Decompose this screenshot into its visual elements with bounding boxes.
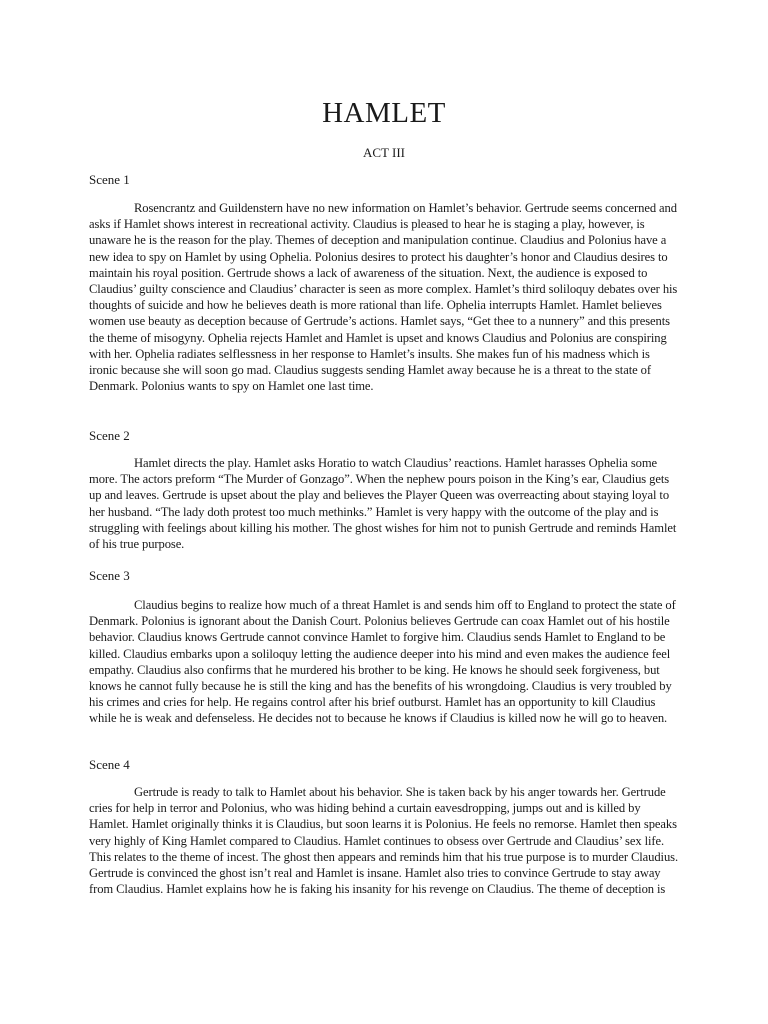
scene-2-heading: Scene 2 <box>89 428 130 443</box>
scene-1-heading: Scene 1 <box>89 172 130 187</box>
scene-1-paragraph: Rosencrantz and Guildenstern have no new information on Hamlet’s behavior. Gertrude seems concerned and asks if Hamlet shows interest in recreational activity. Claudius is pleased to hear he is staging a play, however, is unaware he is the reason for the play. Themes of deception and manipulation continue. Claudius and Polonius have a new idea to spy on Hamlet by using Ophelia. Polonius desires to protect his daughter’s honor and Claudius desires to maintain his royal position. Gertrude shows a lack of awareness of the situation. Next, the audience is exposed to Claudius’ guilty conscience and Claudius’ character is seen as more complex. Hamlet’s third soliloquy debates over his thoughts of suicide and how he believes death is more rational than life. Ophelia interrupts Hamlet. Hamlet believes women use beauty as deception because of Gertrude’s actions. Hamlet says, “Get thee to a nunnery” and this presents the theme of misogyny. Ophelia rejects Hamlet and Hamlet is upset and knows Claudius and Polonius are conspiring with her. Ophelia radiates selflessness in her response to Hamlet’s insults. She makes fun of his madness which is ironic because she will soon go mad. Claudius suggests sending Hamlet away because he is a threat to the state of Denmark. Polonius wants to spy on Hamlet one last time. <box>89 201 678 394</box>
scene-2-paragraph: Hamlet directs the play. Hamlet asks Horatio to watch Claudius’ reactions. Hamlet harasses Ophelia some more. The actors preform “The Murder of Gonzago”. When the nephew pours poison in the King’s ear, Claudius gets up and leaves. Gertrude is upset about the play and believes the Player Queen was overreacting about staying loyal to her husband. “The lady doth protest too much methinks.” Hamlet is very happy with the outcome of the play and is struggling with feelings about killing his mother. The ghost wishes for him not to punish Gertrude and reminds Hamlet of his true purpose. <box>89 456 677 552</box>
scene-4-paragraph: Gertrude is ready to talk to Hamlet about his behavior. She is taken back by his anger towards her. Gertrude cries for help in terror and Polonius, who was hiding behind a curtain eavesdropping, jumps out and is killed by Hamlet. Hamlet originally thinks it is Claudius, but soon learns it is Polonius. He feels no remorse. Hamlet then speaks very highly of King Hamlet compared to Claudius. Hamlet continues to obsess over Gertrude and Claudius’ sex life. This relates to the theme of incest. The ghost then appears and reminds him that his true purpose is to murder Claudius. Gertrude is convinced the ghost isn’t real and Hamlet is insane. Hamlet also tries to convince Gertrude to stay away from Claudius. Hamlet explains how he is faking his insanity for his revenge on Claudius. The theme of deception is <box>89 785 678 897</box>
scene-4-heading: Scene 4 <box>89 757 130 772</box>
act-heading: ACT III <box>362 145 405 160</box>
document-title: HAMLET <box>322 97 446 129</box>
scene-3-paragraph: Claudius begins to realize how much of a threat Hamlet is and sends him off to England to protect the state of Denmark. Polonius is ignorant about the Danish Court. Polonius believes Gertrude can coax Hamlet out of his hostile behavior. Claudius knows Gertrude cannot convince Hamlet to forgive him. Claudius sends Hamlet to England to be killed. Claudius embarks upon a soliloquy letting the audience deeper into his mind and even makes the audience feel empathy. Claudius also confirms that he murdered his brother to be king. He knows he should seek forgiveness, but knows he cannot fully because he is still the king and has the benefits of his wrongdoing. Claudius is very troubled by his crimes and cries for help. He regains control after his brief outburst. Hamlet has an opportunity to kill Claudius while he is weak and defenseless. He decides not to because he knows if Claudius is killed now he will go to heaven. <box>89 598 676 726</box>
scene-3-heading: Scene 3 <box>89 568 130 583</box>
